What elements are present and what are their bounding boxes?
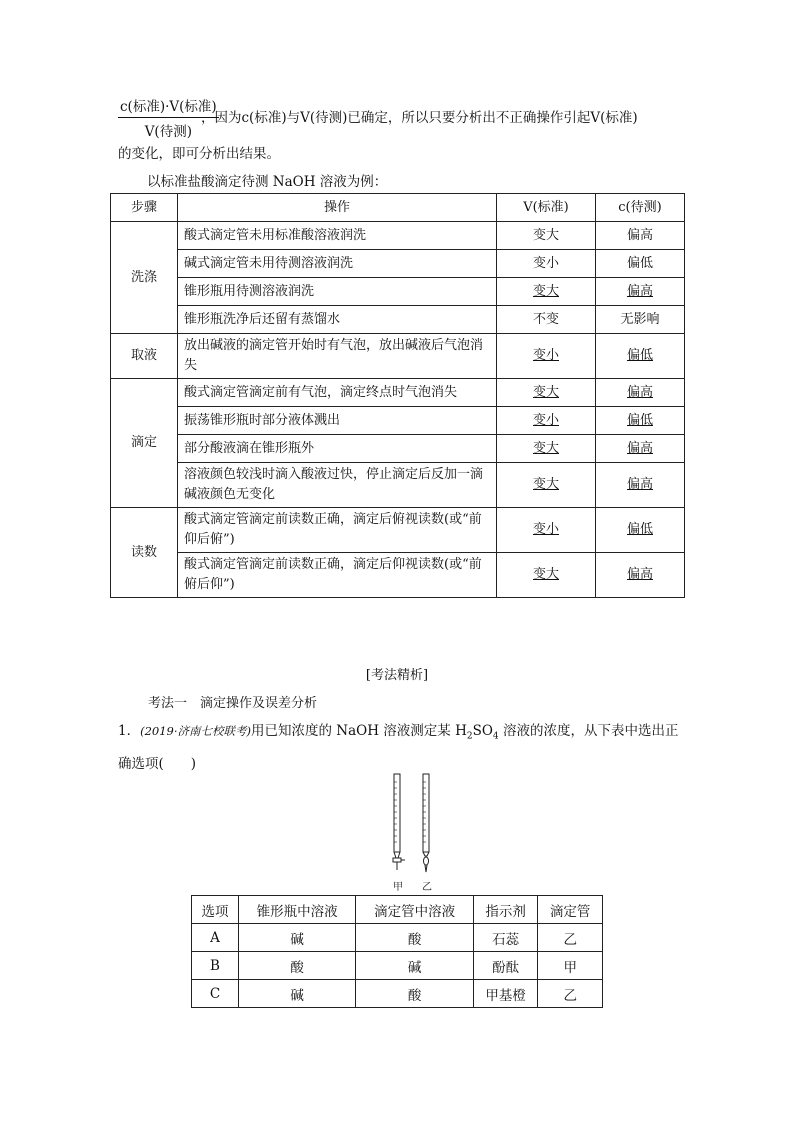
table-row (111, 334, 685, 379)
c-cell: 偏低 (626, 412, 653, 428)
header-step: 步骤 (111, 194, 178, 222)
c-cell: 无影响 (596, 306, 685, 334)
buret-type: 甲 (538, 952, 603, 980)
v-cell: 变大 (532, 440, 559, 456)
options-header: 锥形瓶中溶液 (238, 896, 355, 924)
subscript: 4 (492, 731, 499, 742)
buret-solution: 酸 (356, 924, 473, 952)
v-cell: 变大 (532, 384, 559, 400)
options-header: 滴定管 (538, 896, 603, 924)
operation-cell: 酸式滴定管未用标准酸溶液润洗 (178, 222, 497, 250)
formula-explanation: ，因为c(标准)与V(待测)已确定，所以只要分析出不正确操作引起V(标准) (201, 110, 638, 126)
table-row (111, 278, 685, 306)
c-cell: 偏低 (626, 348, 653, 363)
table-row (111, 250, 685, 278)
burets-drawing (385, 772, 445, 877)
c-cell: 偏高 (596, 222, 685, 250)
option-letter: B (192, 952, 239, 980)
v-cell: 不变 (497, 306, 596, 334)
question-body: 用已知浓度的 NaOH 溶液测定某 H (251, 723, 467, 739)
table-intro: 以标准盐酸滴定待测 NaOH 溶液为例： (147, 174, 388, 190)
buret-label-right: 乙 (422, 882, 432, 893)
table-row (111, 222, 685, 250)
table-row (111, 306, 685, 334)
operation-cell: 锥形瓶用待测溶液润洗 (178, 278, 497, 306)
c-cell: 偏高 (626, 283, 653, 299)
operation-cell: 放出碱液的滴定管开始时有气泡，放出碱液后气泡消失 (178, 334, 497, 379)
c-cell: 偏高 (626, 384, 653, 400)
option-letter: C (192, 980, 239, 1008)
options-header: 指示剂 (473, 896, 538, 924)
buret-type: 乙 (538, 924, 603, 952)
method-title: 考法一 滴定操作及误差分析 (148, 696, 318, 711)
step-cell: 读数 (111, 508, 178, 598)
header-v-standard: V(标准) (497, 194, 596, 222)
buret-solution: 碱 (356, 952, 473, 980)
question-source: (2019·济南七校联考) (140, 724, 251, 738)
operation-cell: 酸式滴定管滴定前读数正确，滴定后俯视读数(或“前仰后俯”) (178, 508, 497, 553)
indicator: 酚酞 (473, 952, 538, 980)
table-row (192, 980, 603, 1008)
operation-cell: 溶液颜色较浅时滴入酸液过快，停止滴定后反加一滴碱液颜色无变化 (178, 463, 497, 508)
section-heading: [考法精析] (365, 668, 429, 683)
operation-cell: 酸式滴定管滴定前读数正确，滴定后仰视读数(或“前俯后仰”) (178, 553, 497, 598)
header-operation: 操作 (178, 194, 497, 222)
table-row (111, 435, 685, 463)
operation-cell: 部分酸液滴在锥形瓶外 (178, 435, 497, 463)
buret-solution: 酸 (356, 980, 473, 1008)
acid-buret (393, 774, 405, 870)
fraction-denominator: V(待测) (144, 124, 192, 140)
question-body: 溶液的浓度，从下表中选出正确选项( ) (118, 723, 679, 772)
table-row (111, 508, 685, 553)
error-analysis-table (110, 193, 685, 598)
v-cell: 变大 (532, 283, 559, 299)
operation-cell: 酸式滴定管滴定前有气泡，滴定终点时气泡消失 (178, 379, 497, 407)
subscript: 2 (466, 731, 473, 742)
c-cell: 偏高 (626, 440, 653, 456)
c-cell: 偏低 (626, 522, 653, 537)
c-cell: 偏高 (626, 567, 653, 582)
table-row (111, 407, 685, 435)
options-header: 选项 (192, 896, 239, 924)
options-header-row (192, 896, 603, 924)
step-cell: 取液 (111, 334, 178, 379)
operation-cell: 锥形瓶洗净后还留有蒸馏水 (178, 306, 497, 334)
options-header: 滴定管中溶液 (356, 896, 473, 924)
base-buret (423, 774, 429, 872)
v-cell: 变大 (497, 222, 596, 250)
buret-type: 乙 (538, 980, 603, 1008)
step-cell: 洗涤 (111, 222, 178, 334)
c-cell: 偏低 (596, 250, 685, 278)
buret-label-left: 甲 (393, 882, 403, 893)
question-number: 1． (118, 723, 141, 739)
v-cell: 变大 (532, 477, 559, 492)
options-table (191, 895, 603, 1008)
v-cell: 变小 (532, 412, 559, 428)
v-cell: 变小 (532, 522, 559, 537)
operation-cell: 振荡锥形瓶时部分液体溅出 (178, 407, 497, 435)
flask-solution: 碱 (238, 924, 355, 952)
table-row (192, 924, 603, 952)
step-cell: 滴定 (111, 379, 178, 508)
table-row (111, 379, 685, 407)
burets-figure (385, 772, 445, 893)
indicator: 石蕊 (473, 924, 538, 952)
flask-solution: 碱 (238, 980, 355, 1008)
v-cell: 变大 (532, 567, 559, 582)
option-letter: A (192, 924, 239, 952)
table-row (111, 553, 685, 598)
question-body: SO (472, 723, 493, 739)
v-cell: 变小 (532, 348, 559, 363)
v-cell: 变小 (497, 250, 596, 278)
fraction-numerator: c(标准)·V(标准) (118, 95, 219, 118)
indicator: 甲基橙 (473, 980, 538, 1008)
table-row (192, 952, 603, 980)
flask-solution: 酸 (238, 952, 355, 980)
operation-cell: 碱式滴定管未用待测溶液润洗 (178, 250, 497, 278)
question-text (118, 718, 680, 778)
formula-conclusion: 的变化，即可分析出结果。 (118, 146, 280, 162)
table-row (111, 463, 685, 508)
c-cell: 偏高 (626, 477, 653, 492)
header-c-sample: c(待测) (596, 194, 685, 222)
